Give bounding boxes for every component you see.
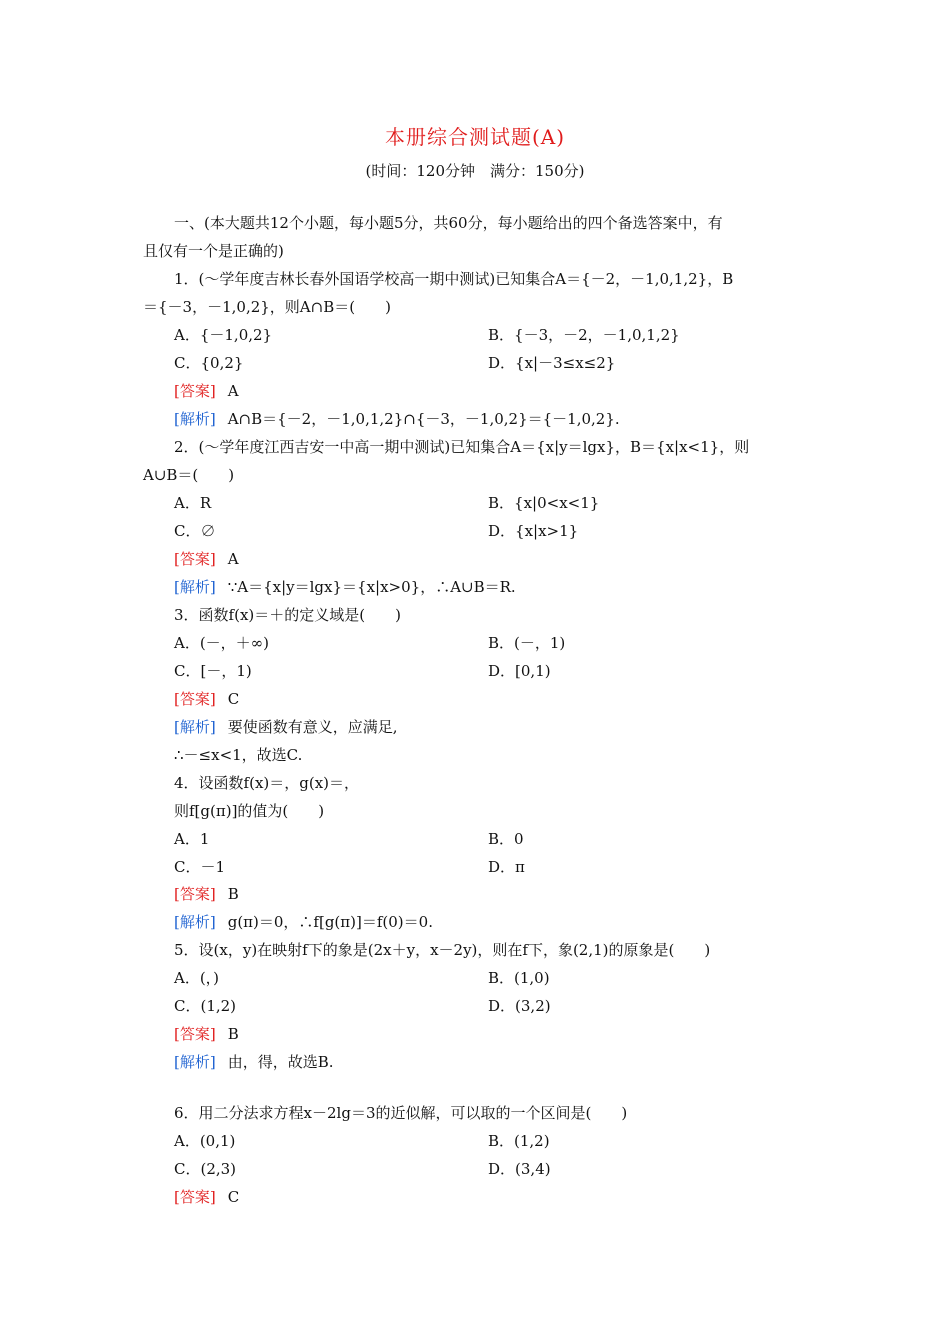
section-intro-line2: 且仅有一个是正确的) (143, 242, 284, 260)
page-title: 本册综合测试题(A) (384, 125, 566, 149)
question-4-stem: 4．设函数f(x)＝，g(x)＝， (174, 774, 360, 792)
answer-tag: [答案] (174, 885, 216, 903)
question-1-analysis (174, 409, 620, 429)
question-1-stem-cont: ＝{－3，－1,0,2}，则A∩B＝( ) (143, 298, 391, 316)
question-5-stem: 5．设(x，y)在映射f下的象是(2x＋y，x－2y)，则在f下，象(2,1)的原象是( ) (174, 941, 711, 959)
question-6-answer (174, 1187, 239, 1207)
question-4-option-b: B．0 (488, 830, 524, 848)
question-4-answer (174, 884, 239, 904)
question-2-stem: 2．(～学年度江西吉安一中高一期中测试)已知集合A＝{x|y＝lgx}，B＝{x|x<1}，则 (174, 438, 750, 456)
question-6-stem: 6．用二分法求方程x－2lg＝3的近似解，可以取的一个区间是( ) (174, 1104, 628, 1122)
page-subtitle: (时间：120分钟 满分：150分) (365, 162, 585, 180)
question-5-option-b: B．(1,0) (488, 969, 550, 987)
analysis-tag: [解析] (174, 913, 216, 931)
analysis-tag: [解析] (174, 1053, 216, 1071)
section-intro-line1: 一、(本大题共12个小题，每小题5分，共60分，每小题给出的四个备选答案中，有 (174, 214, 723, 232)
question-3-option-b: B．(－，1) (488, 634, 566, 652)
question-1-option-a: A．{－1,0,2} (174, 326, 273, 344)
question-1-option-d: D．{x|－3≤x≤2} (488, 354, 616, 372)
answer-tag: [答案] (174, 1188, 216, 1206)
question-3-option-d: D．[0,1) (488, 662, 551, 680)
question-4-analysis (174, 912, 433, 932)
question-3-analysis-cont: ∴－≤x<1，故选C. (174, 746, 303, 764)
analysis-text: g(π)＝0，∴f[g(π)]＝f(0)＝0. (227, 913, 433, 931)
analysis-tag: [解析] (174, 578, 216, 596)
question-2-answer (174, 549, 239, 569)
question-4-option-a: A．1 (174, 830, 210, 848)
question-4-option-d: D．π (488, 858, 525, 876)
question-1-option-c: C．{0,2} (174, 354, 244, 372)
answer-value: C (227, 690, 240, 708)
question-6-option-b: B．(1,2) (488, 1132, 550, 1150)
question-2-stem-cont: A∪B＝( ) (143, 466, 235, 484)
question-2-option-b: B．{x|0<x<1} (488, 494, 600, 512)
answer-value: A (227, 382, 239, 400)
question-5-option-c: C．(1,2) (174, 997, 237, 1015)
question-6-option-d: D．(3,4) (488, 1160, 551, 1178)
answer-tag: [答案] (174, 382, 216, 400)
question-6-option-c: C．(2,3) (174, 1160, 237, 1178)
answer-value: A (227, 550, 239, 568)
question-5-answer (174, 1024, 239, 1044)
question-1-option-b: B．{－3，－2，－1,0,1,2} (488, 326, 680, 344)
question-3-option-a: A．(－，＋∞) (174, 634, 270, 652)
question-1-stem: 1．(～学年度吉林长春外国语学校高一期中测试)已知集合A＝{－2，－1,0,1,2}，B (174, 270, 734, 288)
analysis-tag: [解析] (174, 718, 216, 736)
question-2-option-c: C．∅ (174, 522, 216, 540)
question-3-answer (174, 689, 239, 709)
question-3-analysis (174, 717, 398, 737)
answer-tag: [答案] (174, 690, 216, 708)
question-5-option-a: A．(，) (174, 969, 220, 987)
answer-value: B (227, 1025, 239, 1043)
question-2-option-d: D．{x|x>1} (488, 522, 579, 540)
question-4-stem-cont: 则f[g(π)]的值为( ) (174, 802, 325, 820)
question-1-answer (174, 381, 239, 401)
question-6-option-a: A．(0,1) (174, 1132, 236, 1150)
question-2-option-a: A．R (174, 494, 212, 512)
answer-value: C (227, 1188, 240, 1206)
answer-tag: [答案] (174, 550, 216, 568)
question-5-analysis (174, 1052, 334, 1072)
question-3-stem: 3．函数f(x)＝＋的定义域是( ) (174, 606, 401, 624)
analysis-text: 由，得，故选B. (227, 1053, 334, 1071)
analysis-text: 要使函数有意义，应满足, (227, 718, 398, 736)
question-4-option-c: C．－1 (174, 858, 226, 876)
analysis-text: A∩B＝{－2，－1,0,1,2}∩{－3，－1,0,2}＝{－1,0,2}. (227, 410, 620, 428)
analysis-tag: [解析] (174, 410, 216, 428)
question-2-analysis (174, 577, 516, 597)
answer-value: B (227, 885, 239, 903)
analysis-text: ∵A＝{x|y＝lgx}＝{x|x>0}，∴A∪B＝R. (227, 578, 516, 596)
question-3-option-c: C．[－，1) (174, 662, 252, 680)
answer-tag: [答案] (174, 1025, 216, 1043)
question-5-option-d: D．(3,2) (488, 997, 551, 1015)
